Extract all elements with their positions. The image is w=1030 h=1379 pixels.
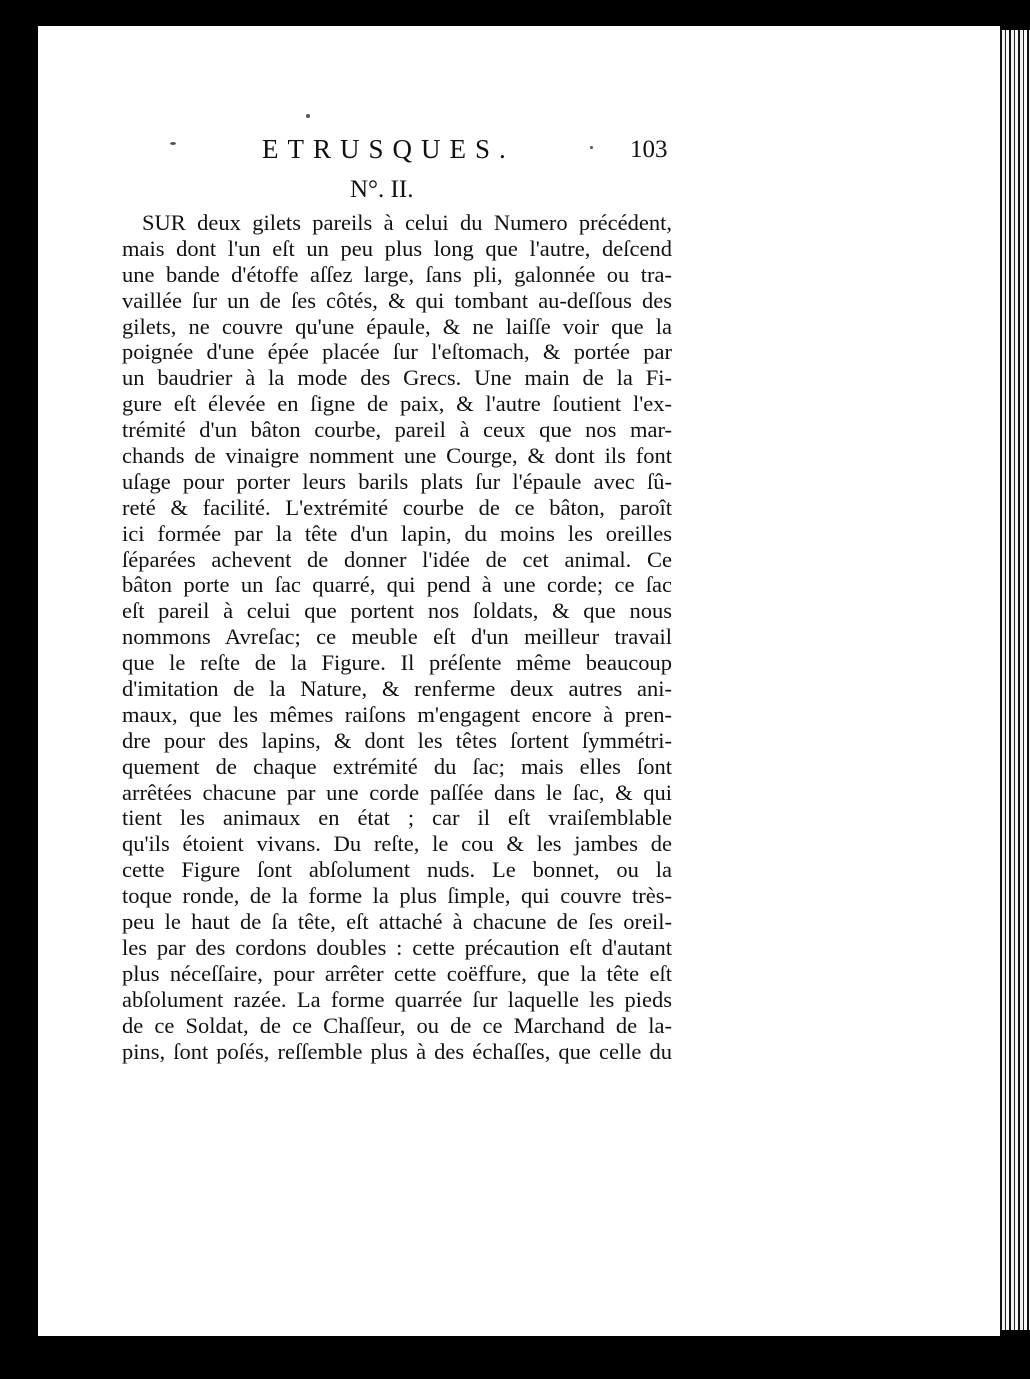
text-line: un baudrier à la mode des Grecs. Une main de la Fi- xyxy=(122,365,672,391)
text-line: reté & facilité. L'extrémité courbe de ce bâton, paroît xyxy=(122,494,672,520)
text-line: poignée d'une épée placée ſur l'eſtomach, & portée par xyxy=(122,339,672,365)
text-line: ici formée par la tête d'un lapin, du moins les oreilles xyxy=(122,520,672,546)
running-header xyxy=(38,134,1000,174)
book-page xyxy=(38,26,1000,1336)
text-line: dre pour des lapins, & dont les têtes ſortent ſymmétri- xyxy=(122,727,672,753)
text-line: ſéparées achevent de donner l'idée de cet animal. Ce xyxy=(122,546,672,572)
text-line: vaillée ſur un de ſes côtés, & qui tombant au-deſſous des xyxy=(122,287,672,313)
text-line: maux, que les mêmes raiſons m'engagent encore à pren- xyxy=(122,701,672,727)
text-line: mais dont l'un eſt un peu plus long que l'autre, deſcend xyxy=(122,235,672,261)
text-line: nommons Avreſac; ce meuble eſt d'un meilleur travail xyxy=(122,624,672,650)
text-line: gure eſt élevée en ſigne de paix, & l'autre ſoutient l'ex- xyxy=(122,391,672,417)
text-line: trémité d'un bâton courbe, pareil à ceux que nos mar- xyxy=(122,417,672,443)
text-line: que le reſte de la Figure. Il préſente même beaucoup xyxy=(122,650,672,676)
text-line: plus néceſſaire, pour arrêter cette coëffure, que la tête eſt xyxy=(122,960,672,986)
text-line: qu'ils étoient vivans. Du reſte, le cou & les jambes de xyxy=(122,831,672,857)
text-line: peu le haut de ſa tête, eſt attaché à chacune de ſes oreil- xyxy=(122,909,672,935)
text-line: gilets, ne couvre qu'une épaule, & ne laiſſe voir que la xyxy=(122,313,672,339)
text-line: arrêtées chacune par une corde paſſée dans le ſac, & qui xyxy=(122,779,672,805)
text-line: chands de vinaigre nomment une Courge, & dont ils font xyxy=(122,443,672,469)
body-text xyxy=(122,210,672,1064)
section-number: N°. II. xyxy=(350,176,414,203)
text-line: les par des cordons doubles : cette précaution eſt d'autant xyxy=(122,934,672,960)
text-line: d'imitation de la Nature, & renferme deux autres ani- xyxy=(122,676,672,702)
text-line: pins, ſont poſés, reſſemble plus à des échaſſes, que celle du xyxy=(122,1038,672,1064)
text-line: de ce Soldat, de ce Chaſſeur, ou de ce Marchand de la- xyxy=(122,1012,672,1038)
text-line: eſt pareil à celui que portent nos ſoldats, & que nous xyxy=(122,598,672,624)
page-number: 103 xyxy=(630,136,668,163)
text-line: bâton porte un ſac quarré, qui pend à une corde; ce ſac xyxy=(122,572,672,598)
running-title: ETRUSQUES. xyxy=(262,134,515,164)
text-line: tient les animaux en état ; car il eſt vraiſemblable xyxy=(122,805,672,831)
text-line: cette Figure ſont abſolument nuds. Le bonnet, ou la xyxy=(122,857,672,883)
page-edge xyxy=(1000,30,1030,1330)
text-line: uſage pour porter leurs barils plats ſur l'épaule avec ſû- xyxy=(122,468,672,494)
ink-speck xyxy=(306,114,310,118)
text-line: abſolument razée. La forme quarrée ſur laquelle les pieds xyxy=(122,986,672,1012)
text-line: SUR deux gilets pareils à celui du Numero précédent, xyxy=(142,210,672,235)
text-line: quement de chaque extrémité du ſac; mais elles ſont xyxy=(122,753,672,779)
text-line: toque ronde, de la forme la plus ſimple, qui couvre très- xyxy=(122,883,672,909)
text-line: une bande d'étoffe aſſez large, ſans pli, galonnée ou tra- xyxy=(122,261,672,287)
